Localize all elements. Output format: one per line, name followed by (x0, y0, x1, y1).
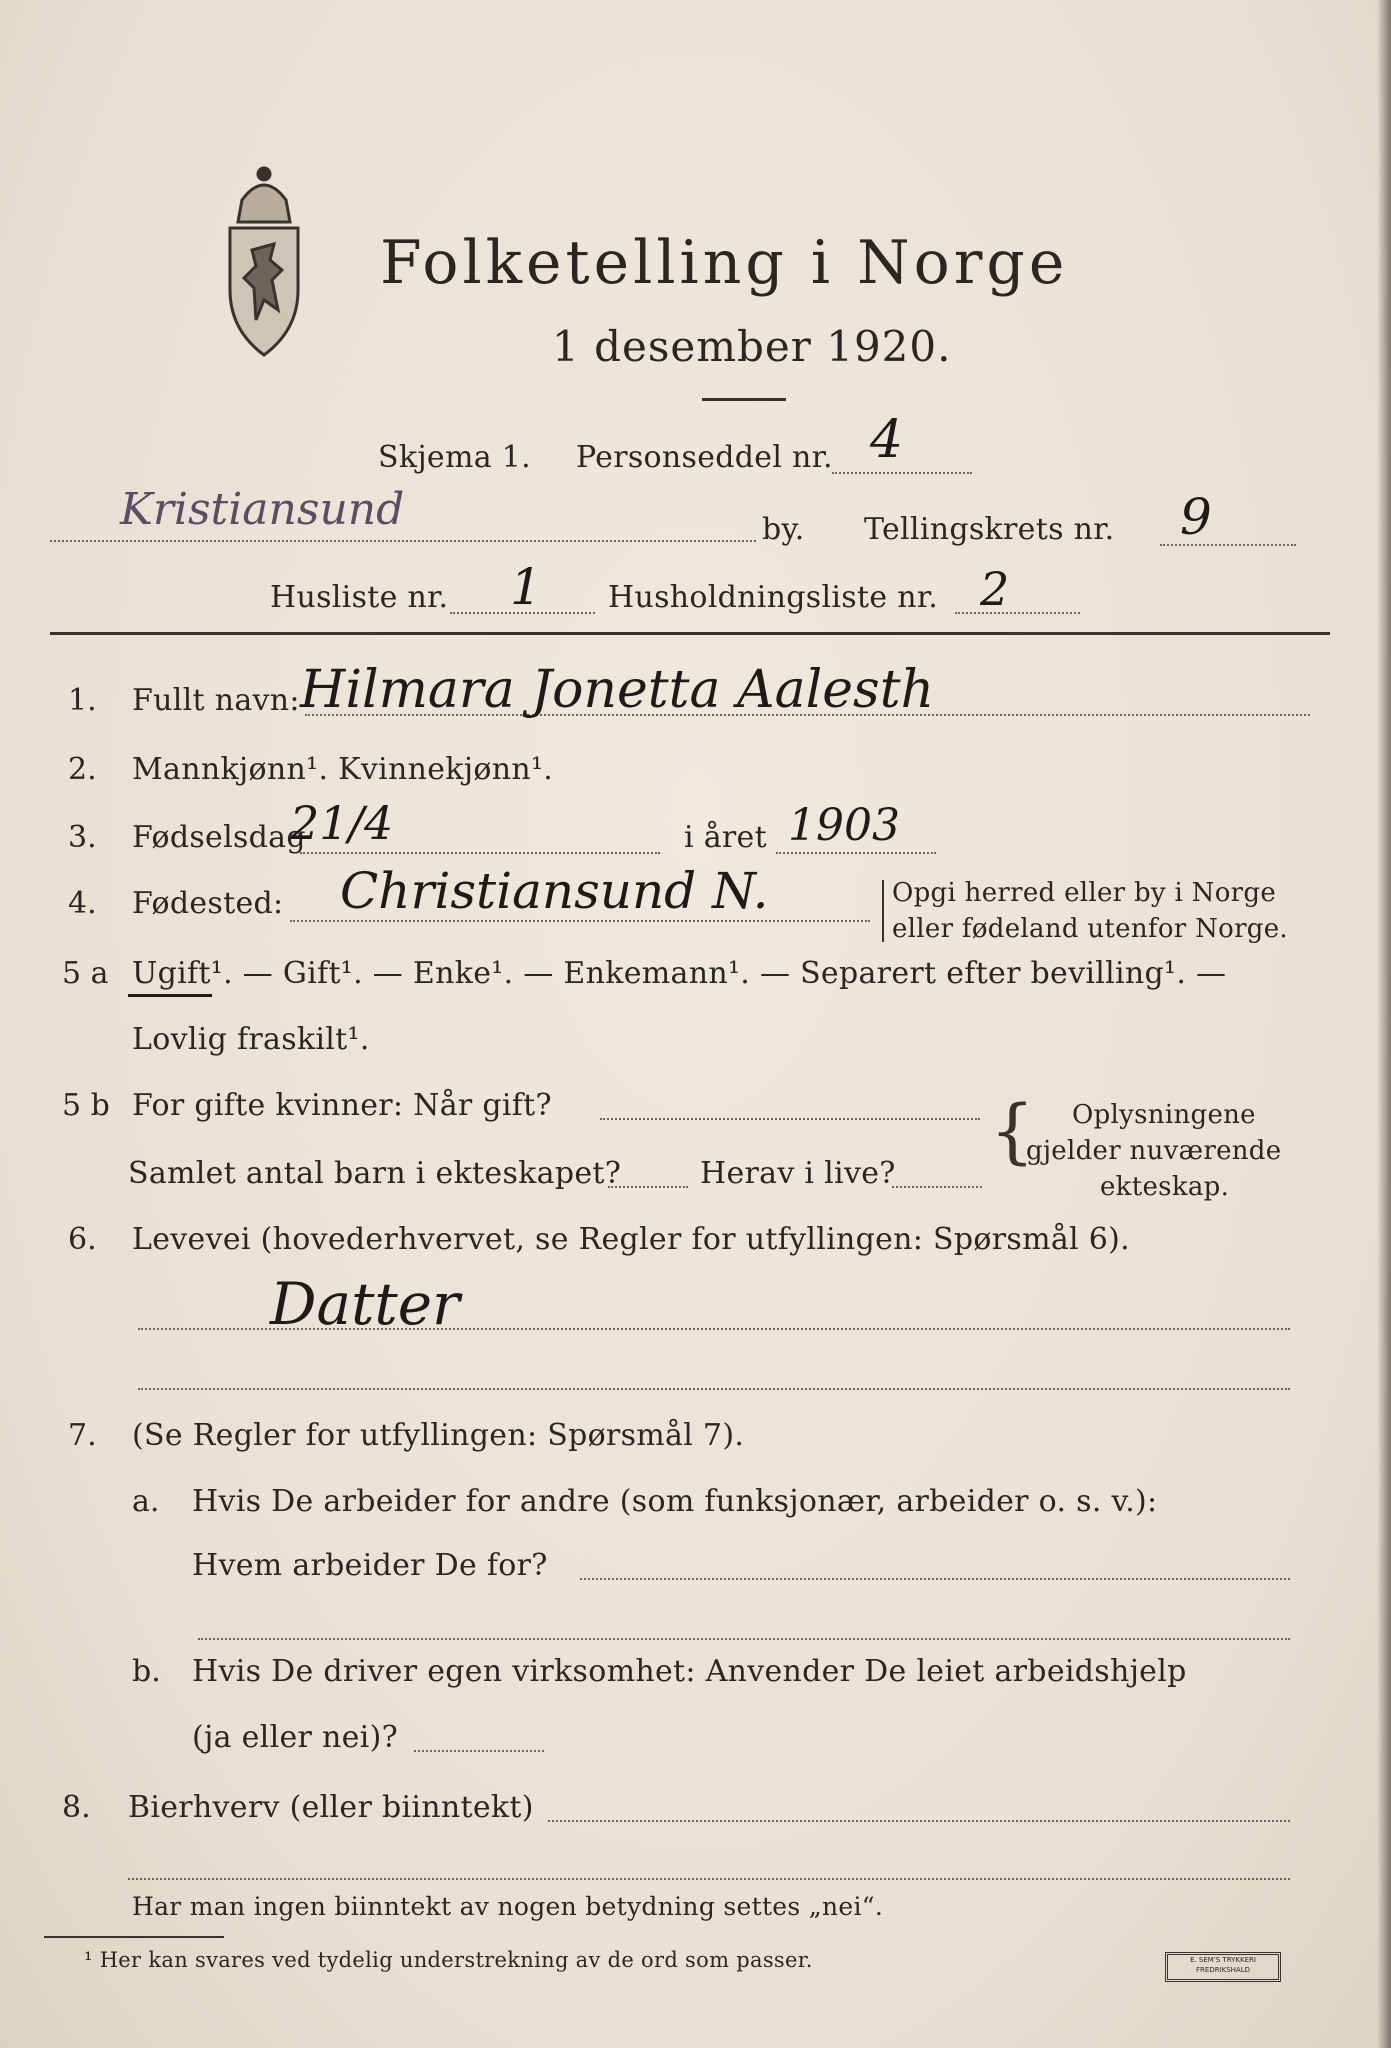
occupation-field-2 (138, 1388, 1290, 1390)
birthplace-value: Christiansund N. (340, 862, 769, 920)
q7a-letter: a. (132, 1484, 160, 1519)
personseddel-value: 4 (870, 410, 904, 470)
personseddel-label: Personseddel nr. (576, 440, 833, 475)
by-value: Kristiansund (120, 484, 405, 535)
ugift-underline (128, 994, 212, 997)
q5b-note-line3: ekteskap. (1100, 1172, 1230, 1202)
q7-label: (Se Regler for utfyllingen: Spørsmål 7). (132, 1418, 745, 1453)
form-title: Folketelling i Norge (380, 228, 1069, 298)
husliste-label: Husliste nr. (270, 580, 449, 615)
q4-note-line2: eller fødeland utenfor Norge. (892, 914, 1288, 944)
q7-number: 7. (68, 1418, 97, 1453)
husholdningsliste-field (955, 612, 1080, 614)
husliste-value: 1 (510, 558, 542, 616)
husholdningsliste-label: Husholdningsliste nr. (608, 580, 939, 615)
skjema-label: Skjema 1. (378, 440, 531, 475)
q5b-children-label: Samlet antal barn i ekteskapet? (128, 1156, 622, 1191)
q5b-when-married-label: For gifte kvinner: Når gift? (132, 1088, 552, 1123)
q5b-alive-label: Herav i live? (700, 1156, 896, 1191)
occupation-value: Datter (270, 1270, 460, 1338)
q5b-number: 5 b (62, 1088, 110, 1123)
q5a-number: 5 a (62, 956, 109, 991)
q4-note-line1: Opgi herred eller by i Norge (892, 878, 1277, 908)
q8-note: Har man ingen biinntekt av nogen betydning settes „nei“. (132, 1892, 884, 1921)
q5b-note-line1: Oplysningene (1072, 1100, 1256, 1130)
census-date: 1 desember 1920. (552, 322, 952, 371)
q6-number: 6. (68, 1222, 97, 1257)
birthplace-field (290, 920, 870, 922)
page-edge-shadow (1377, 0, 1391, 2048)
q2-number: 2. (68, 752, 97, 787)
employer-field-1 (580, 1578, 1290, 1580)
q4-number: 4. (68, 886, 97, 921)
q7b-letter: b. (132, 1654, 161, 1689)
children-field (608, 1186, 688, 1188)
by-label: by. (762, 512, 805, 547)
birthday-value: 21/4 (290, 796, 394, 850)
q5b-note-brace: { (990, 1090, 1035, 1172)
q8-number: 8. (62, 1790, 91, 1825)
q5b-note-line2: gjelder nuværende (1026, 1136, 1282, 1166)
when-married-field (600, 1118, 980, 1120)
q4-note-bracket (882, 880, 884, 942)
q2-gender-options: Mannkjønn¹. Kvinnekjønn¹. (132, 752, 554, 787)
q5a-marital-options: Ugift¹. — Gift¹. — Enke¹. — Enkemann¹. — Separert efter bevilling¹. — (132, 956, 1227, 991)
tellingskrets-value: 9 (1180, 488, 1212, 546)
title-divider (702, 398, 786, 401)
q6-label: Levevei (hovederhvervet, se Regler for utfyllingen: Spørsmål 6). (132, 1222, 1130, 1257)
footnote: ¹ Her kan svares ved tydelig understrekning av de ord som passer. (84, 1948, 813, 1972)
q1-number: 1. (68, 683, 97, 718)
tellingskrets-label: Tellingskrets nr. (864, 512, 1115, 547)
employer-field-2 (198, 1638, 1290, 1640)
q1-label: Fullt navn: (132, 683, 300, 718)
full-name-value: Hilmara Jonetta Aalesth (300, 660, 935, 720)
footnote-rule (44, 1936, 224, 1938)
q8-label: Bierhverv (eller biinntekt) (128, 1790, 534, 1825)
q3-year-label: i året (684, 820, 767, 855)
q7a-employer-label: Hvem arbeider De for? (192, 1548, 548, 1583)
birthday-field (300, 852, 660, 854)
q4-label: Fødested: (132, 886, 284, 921)
side-income-field-1 (548, 1820, 1290, 1822)
q7a-label: Hvis De arbeider for andre (som funksjonær, arbeider o. s. v.): (192, 1484, 1158, 1519)
birth-year-value: 1903 (788, 800, 900, 851)
q7b-label: Hvis De driver egen virksomhet: Anvender De leiet arbeidshjelp (192, 1654, 1187, 1689)
q3-label: Fødselsdag (132, 820, 306, 855)
side-income-field-2 (128, 1878, 1290, 1880)
q5a-marital-options-cont: Lovlig fraskilt¹. (132, 1022, 370, 1057)
personseddel-field (832, 472, 972, 474)
q3-number: 3. (68, 820, 97, 855)
by-field (50, 540, 756, 542)
birth-year-field (776, 852, 936, 854)
husholdningsliste-value: 2 (980, 562, 1010, 616)
header-rule (50, 632, 1330, 635)
alive-field (892, 1186, 982, 1188)
hire-field (414, 1750, 544, 1752)
q7b-hire-label: (ja eller nei)? (192, 1720, 398, 1755)
norwegian-coat-of-arms-icon (212, 160, 316, 360)
printer-stamp: E. SEM'S TRYKKERI FREDRIKSHALD (1165, 1952, 1281, 1982)
